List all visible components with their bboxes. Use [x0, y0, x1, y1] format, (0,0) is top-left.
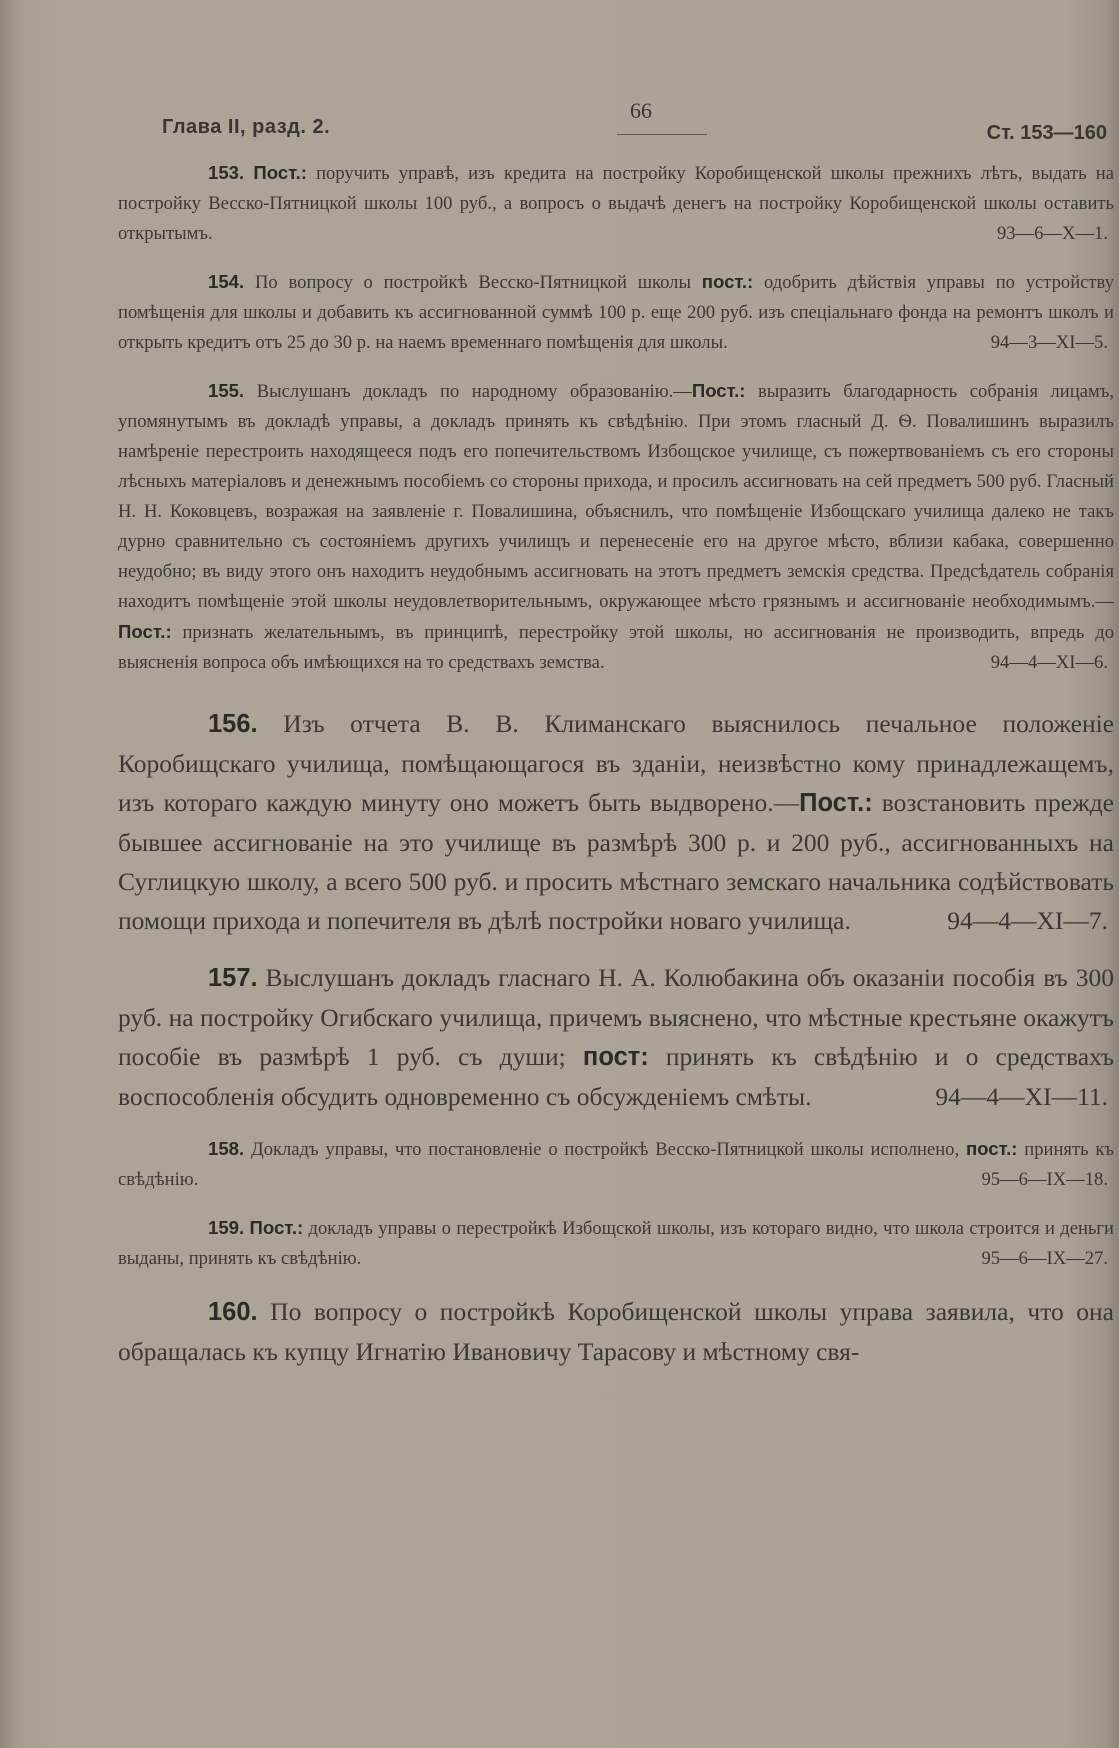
paragraph-text: возстановить прежде бывшее ассигнованіе на это училище въ размѣрѣ 300 р. и 200 руб., ассигнованныхъ на Суглицкую школу, а всего 500 руб. и просить мѣстнаго земскаго начальника содѣйствовать помощи прихода и попечителя въ дѣлѣ постройки новаго училища.	[118, 788, 1115, 935]
document-body	[118, 158, 1114, 1389]
reference-code: 94—4—XI—7.	[947, 906, 1108, 935]
paragraph-text: одобрить дѣйствія управы по устройству помѣщенія для школы и добавить къ ассигнованной суммѣ 100 р. еще 200 руб. изъ спеціальнаго фонда на ремонтъ школъ и открыть кредитъ отъ 25 до 30 р. на наемъ временнаго помѣщенія для школы.	[118, 272, 1114, 353]
resolution-label: пост:	[582, 1043, 649, 1071]
paragraph-154	[118, 267, 1114, 358]
paragraph-text: поручить управѣ, изъ кредита на постройку Коробищенской школы прежнихъ лѣтъ, выдать на постройку Весско-Пятницкой школы 100 руб., а вопросъ о выдачѣ денегъ на постройку Коробищенской школы оставить открытымъ.	[118, 163, 1114, 244]
paragraph-153	[118, 158, 1114, 249]
page-number: 66	[630, 98, 652, 123]
resolution-label: Пост.:	[253, 162, 307, 183]
paragraph-160	[118, 1292, 1114, 1371]
reference-code: 95—6—IX—18.	[981, 1169, 1108, 1190]
paragraph-intro: Выслушанъ докладъ гласнаго Н. А. Колюбакина объ оказаніи пособія въ 300 руб. на постройку Огибскаго училища, причемъ выяснено, что мѣстные крестьяне окажутъ пособіе въ размѣрѣ 1 руб. съ души;	[118, 963, 1114, 1071]
chapter-heading: Глава II, разд. 2.	[162, 116, 331, 138]
paragraph-159	[118, 1213, 1114, 1274]
resolution-label: Пост.:	[799, 789, 873, 817]
paragraph-156	[118, 704, 1114, 940]
paragraph-number: 154.	[208, 271, 245, 292]
spacer	[118, 696, 1114, 704]
paragraph-number: 160.	[208, 1298, 258, 1326]
paragraph-number: 157.	[208, 964, 258, 992]
paragraph-text: выразить благодарность собранія лицамъ, упомянутымъ въ докладѣ управы, а докладъ принять къ свѣдѣнію. При этомъ гласный Д. Ѳ. Повалишинъ выразилъ намѣреніе перестроить находящееся подъ его попечительствомъ Избощское училище, съ пожертвованіемъ съ его стороны лѣсныхъ матеріаловъ и денежнымъ пособіемъ со стороны прихода, и просилъ ассигновать на сей предметъ 500 руб. Гласный Н. Н. Коковцевъ, возражая на заявленіе г. Повалишина, объяснилъ, что помѣщеніе Избощскаго училища далеко не такъ дурно сравнительно съ состояніемъ другихъ училищъ и перенесеніе его на другое мѣсто, вблизи кабака, совершенно неудобно; въ виду этого онъ находитъ неудобнымъ ассигновать на этотъ предметъ земскія средства. Предсѣдатель собранія находитъ помѣщеніе этой школы неудовлетворительнымъ, окружающее мѣсто грязнымъ и ассигнованіе необходимымъ.—	[118, 381, 1114, 612]
paragraph-155	[118, 376, 1114, 678]
paragraph-number: 155.	[208, 380, 245, 401]
resolution-label: пост.:	[965, 1138, 1018, 1159]
paragraph-number: 158.	[208, 1138, 245, 1159]
reference-code: 95—6—IX—27.	[981, 1248, 1108, 1269]
resolution-label-second: Пост.:	[118, 621, 172, 642]
paragraph-text-second: признать желательнымъ, въ принципѣ, перестройку этой школы, но ассигнованія не производить, впредь до выясненія вопроса объ имѣющихся на то средствахъ земства.	[118, 622, 1114, 673]
paragraph-text: принять къ свѣдѣнію и о средствахъ воспособленія обсудить одновременно съ обсужденіемъ смѣты.	[118, 1042, 1115, 1111]
paragraph-text: принять къ свѣдѣнію.	[118, 1139, 1115, 1190]
paragraph-number: 153.	[208, 162, 245, 183]
paragraph-intro: Выслушанъ докладъ по народному образованію.—	[256, 381, 692, 402]
paragraph-intro: По вопросу о постройкѣ Коробищенской школы управа заявила, что она обращалась къ купцу Игнатію Ивановичу Тарасову и мѣстному свя-	[118, 1297, 1114, 1366]
reference-code: 93—6—X—1.	[996, 223, 1108, 244]
paragraph-intro: Изъ отчета В. В. Климанскаго выяснилось печальное положеніе Коробищскаго училища, помѣщающагося въ зданіи, неизвѣстно кому принадлежащемъ, изъ котораго каждую минуту оно можетъ быть выдворено.—	[118, 709, 1115, 817]
resolution-label: пост.:	[701, 271, 754, 292]
reference-code: 94—4—XI—11.	[935, 1082, 1108, 1111]
paragraph-text: докладъ управы о перестройкѣ Избощской школы, изъ котораго видно, что школа строится и деньги выданы, принять къ свѣдѣнію.	[118, 1218, 1114, 1269]
paragraph-158	[118, 1134, 1114, 1195]
reference-code: 94—3—XI—5.	[990, 332, 1108, 353]
header-rule	[617, 134, 707, 135]
page-header	[162, 98, 1119, 152]
paragraph-intro: По вопросу о постройкѣ Весско-Пятницкой школы	[255, 272, 691, 293]
paragraph-157	[118, 958, 1114, 1116]
reference-code: 94—4—XI—6.	[990, 652, 1108, 673]
resolution-label: Пост.:	[249, 1217, 304, 1238]
article-range: Ст. 153—160	[986, 122, 1107, 144]
paragraph-number: 159.	[208, 1217, 245, 1238]
paragraph-number: 156.	[208, 710, 258, 738]
resolution-label: Пост.:	[691, 380, 746, 401]
paragraph-intro: Докладъ управы, что постановленіе о постройкѣ Весско-Пятницкой школы исполнено,	[251, 1139, 960, 1160]
